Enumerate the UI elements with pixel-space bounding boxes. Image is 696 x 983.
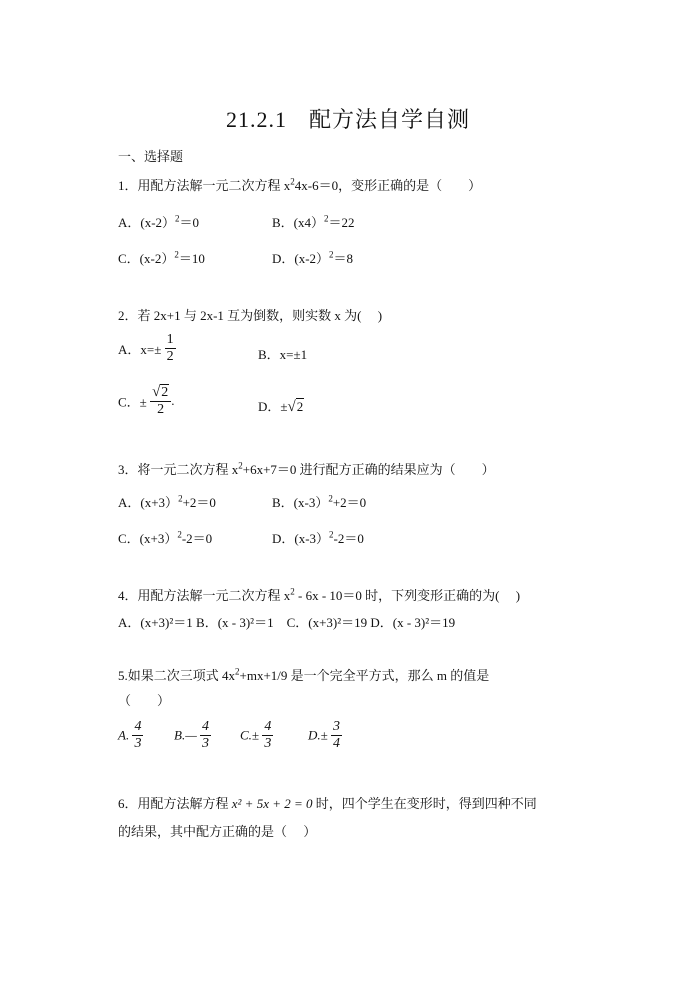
q5-d-fraction — [331, 720, 342, 751]
q2-d-prefix: D．± — [258, 399, 288, 414]
q2-c-radicand: 2 — [161, 385, 169, 400]
q1-a-text: A．(x-2） — [118, 215, 176, 230]
q5-answer-paren: （ ） — [118, 693, 171, 708]
q4-options: A．(x+3)²＝1 B．(x - 3)²＝1 C．(x+3)²＝19 D．(x - 3)²＝19 — [118, 615, 456, 630]
q1-d-end: ＝8 — [333, 251, 354, 266]
q4-stem-part: 4．用配方法解一元二次方程 x — [118, 588, 291, 603]
q2-a-numerator: 1 — [166, 332, 174, 347]
q2-c-dot: . — [171, 393, 175, 408]
q3-b-text: B．(x-3） — [272, 495, 329, 510]
q1-a-end: ＝0 — [179, 215, 200, 230]
q6-stem-part-2: 时，四个学生在变形时，得到四种不同 — [312, 796, 537, 811]
q5-stem-sup: 2 — [235, 666, 240, 677]
q5-c-numerator: 4 — [264, 719, 272, 734]
q3-option-b — [272, 492, 366, 511]
q1-c-end: ＝10 — [178, 251, 205, 266]
q5-stem-part: 5.如果二次三项式 4x — [118, 668, 236, 683]
q2-c-denominator: 2 — [157, 402, 165, 417]
q5-option-d — [308, 720, 342, 751]
q1-d-text: D．(x-2） — [272, 251, 330, 266]
title-text: 配方法自学自测 — [308, 107, 470, 132]
q2-option-c — [118, 385, 175, 417]
q4-stem-part-2: - 6x - 10＝0 时，下列变形正确的为( ) — [294, 588, 521, 603]
question-4-stem — [118, 585, 520, 604]
q5-b-denominator: 3 — [202, 736, 209, 751]
q5-c-fraction — [262, 720, 273, 751]
q2-c-numerator — [150, 385, 171, 402]
q3-b-sup: 2 — [328, 493, 333, 504]
q3-c-end: -2＝0 — [181, 531, 213, 546]
q1-d-sup: 2 — [329, 249, 334, 260]
q3-d-end: -2＝0 — [333, 531, 364, 546]
q1-c-text: C．(x-2） — [118, 251, 175, 266]
q1-b-sup: 2 — [324, 213, 329, 224]
q2-a-fraction — [165, 333, 176, 364]
q5-d-numerator: 3 — [333, 719, 341, 734]
q2-option-b: B．x=±1 — [258, 347, 308, 362]
q5-d-label: D.± — [308, 727, 328, 743]
q5-a-fraction — [132, 720, 143, 751]
q5-stem-part-2: +mx+1/9 是一个完全平方式，那么 m 的值是 — [239, 668, 490, 683]
q3-stem-part-2: +6x+7＝0 进行配方正确的结果应为（ ） — [242, 462, 495, 477]
q5-a-label: A. — [118, 727, 130, 743]
q1-stem-part-2: 4x-6＝0，变形正确的是（ ） — [294, 178, 482, 193]
q6-stem-part: 6．用配方法解方程 — [118, 796, 232, 811]
q1-stem-sup: 2 — [290, 176, 295, 187]
q3-option-d — [272, 528, 364, 547]
q5-a-denominator: 3 — [134, 736, 142, 751]
page-title — [0, 103, 696, 134]
q1-option-a — [118, 212, 199, 231]
q3-a-end: +2＝0 — [182, 495, 216, 510]
q2-a-prefix: A．x=± — [118, 342, 162, 357]
q1-stem-part: 1．用配方法解一元二次方程 x — [118, 178, 291, 193]
q3-d-text: D．(x-3） — [272, 531, 330, 546]
q5-b-fraction — [200, 720, 211, 751]
question-6-stem-line-2: 的结果，其中配方正确的是（ ） — [118, 824, 317, 839]
q5-option-c — [240, 720, 273, 751]
q3-a-sup: 2 — [178, 493, 183, 504]
question-6-stem — [118, 793, 537, 812]
q5-c-label: C.± — [240, 727, 260, 743]
q1-option-c — [118, 248, 205, 267]
q6-equation: x² + 5x + 2 = 0 — [231, 796, 313, 811]
question-2-stem: 2．若 2x+1 与 2x-1 互为倒数，则实数 x 为( ) — [118, 308, 383, 323]
q5-c-denominator: 3 — [264, 736, 272, 751]
sqrt-icon: √ — [152, 384, 161, 400]
q5-option-b — [174, 720, 211, 751]
q3-a-text: A．(x+3） — [118, 495, 179, 510]
q2-option-d — [258, 396, 304, 416]
q3-b-end: +2＝0 — [332, 495, 367, 510]
q3-stem-part: 3．将一元二次方程 x — [118, 462, 239, 477]
q3-option-a — [118, 492, 216, 511]
q5-b-numerator: 4 — [202, 719, 209, 734]
q2-option-a — [118, 333, 176, 364]
q1-a-sup: 2 — [175, 213, 180, 224]
q5-d-denominator: 4 — [333, 736, 341, 751]
sqrt-icon: √ — [287, 399, 296, 415]
q2-d-radicand: 2 — [296, 399, 304, 414]
q5-a-numerator: 4 — [134, 719, 142, 734]
q4-stem-sup: 2 — [290, 586, 295, 597]
question-5-stem — [118, 665, 489, 684]
q3-stem-sup: 2 — [238, 460, 243, 471]
section-heading: 一、选择题 — [118, 149, 184, 164]
q3-option-c — [118, 528, 212, 547]
q3-c-sup: 2 — [177, 529, 182, 540]
q1-c-sup: 2 — [174, 249, 179, 260]
q5-option-a — [118, 720, 143, 751]
q1-option-d — [272, 248, 353, 267]
q5-b-label: B.— — [174, 727, 197, 743]
q3-c-text: C．(x+3） — [118, 531, 178, 546]
q2-c-fraction — [150, 385, 171, 417]
q2-a-denominator: 2 — [166, 349, 174, 364]
q3-d-sup: 2 — [329, 529, 334, 540]
q2-c-prefix: C．± — [118, 394, 147, 410]
q1-b-text: B．(x4） — [272, 215, 325, 230]
title-number: 21.2.1 — [225, 107, 287, 132]
question-3-stem — [118, 459, 495, 478]
question-1-stem — [118, 175, 481, 194]
q1-option-b — [272, 212, 355, 231]
q1-b-end: ＝22 — [328, 215, 355, 230]
